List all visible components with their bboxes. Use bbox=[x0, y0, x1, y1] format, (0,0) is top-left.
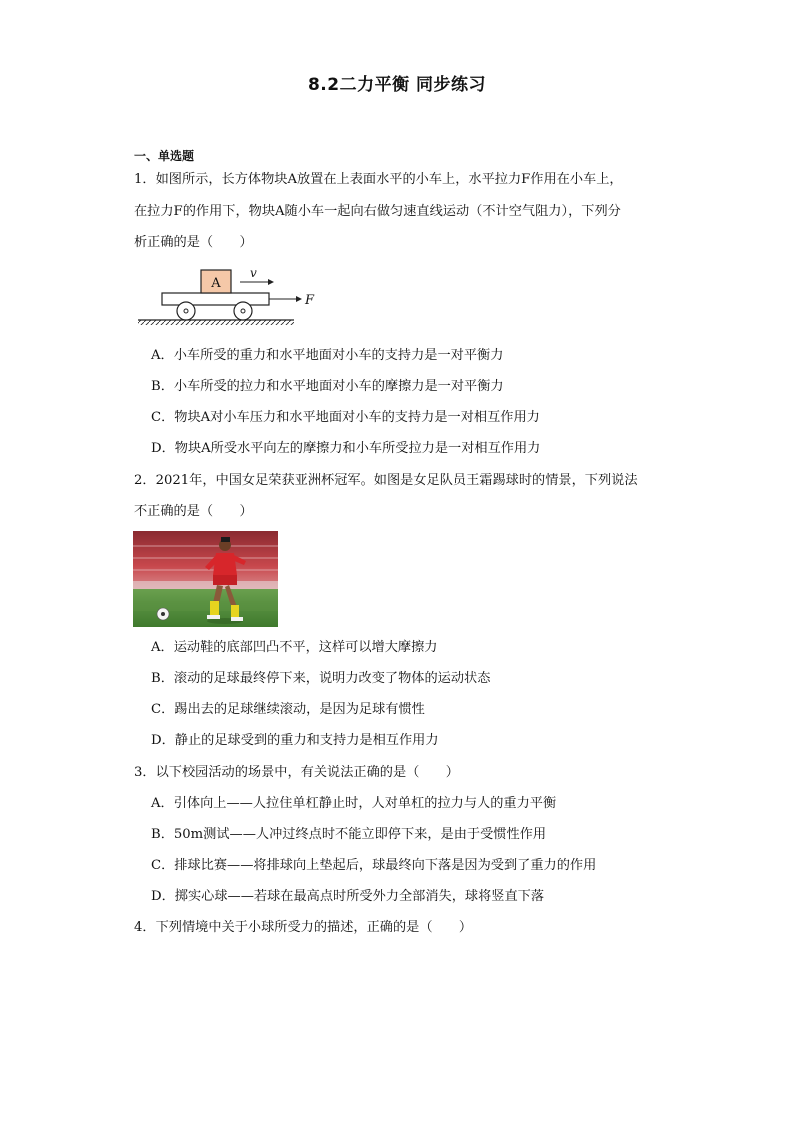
cart-body bbox=[162, 293, 269, 305]
q2-option-c[interactable]: C．踢出去的足球继续滚动，是因为足球有惯性 bbox=[151, 702, 425, 717]
q2-stem-line-2: 不正确的是（ ） bbox=[134, 504, 253, 519]
football-player-photo bbox=[133, 531, 278, 627]
q1-stem-line-3: 析正确的是（ ） bbox=[134, 235, 253, 250]
q2-option-b[interactable]: B．滚动的足球最终停下来，说明力改变了物体的运动状态 bbox=[151, 671, 491, 686]
section-heading: 一、单选题 bbox=[134, 149, 195, 163]
q2-stem-line-1: 2．2021年，中国女足荣获亚洲杯冠军。如图是女足队员王霜踢球时的情景，下列说法 bbox=[134, 473, 638, 488]
q1-option-c[interactable]: C．物块A对小车压力和水平地面对小车的支持力是一对相互作用力 bbox=[151, 410, 540, 425]
q4-stem-line-1: 4．下列情境中关于小球所受力的描述，正确的是（ ） bbox=[134, 920, 473, 935]
cart-wheel-left bbox=[177, 302, 195, 320]
q3-option-a[interactable]: A．引体向上——人拉住单杠静止时，人对单杠的拉力与人的重力平衡 bbox=[151, 796, 557, 811]
q3-stem-line-1: 3．以下校园活动的场景中，有关说法正确的是（ ） bbox=[134, 765, 459, 780]
cart-wheel-right bbox=[234, 302, 252, 320]
q1-option-a[interactable]: A．小车所受的重力和水平地面对小车的支持力是一对平衡力 bbox=[151, 348, 504, 363]
q1-stem-line-2: 在拉力F的作用下，物块A随小车一起向右做匀速直线运动（不计空气阻力），下列分 bbox=[134, 204, 621, 219]
q1-option-d[interactable]: D．物块A所受水平向左的摩擦力和小车所受拉力是一对相互作用力 bbox=[151, 441, 541, 456]
q3-option-c[interactable]: C．排球比赛——将排球向上垫起后，球最终向下落是因为受到了重力的作用 bbox=[151, 858, 597, 873]
q2-option-a[interactable]: A．运动鞋的底部凹凸不平，这样可以增大摩擦力 bbox=[151, 640, 438, 655]
cart-diagram bbox=[134, 262, 324, 332]
block-a-label: A bbox=[211, 276, 221, 291]
page-title: 8.2二力平衡 同步练习 bbox=[307, 75, 487, 95]
q3-option-b[interactable]: B．50m测试——人冲过终点时不能立即停下来，是由于受惯性作用 bbox=[151, 827, 547, 842]
force-label: F bbox=[305, 293, 315, 308]
q1-stem-line-1: 1．如图所示，长方体物块A放置在上表面水平的小车上，水平拉力F作用在小车上， bbox=[134, 172, 623, 187]
ground-hatch bbox=[138, 320, 294, 325]
velocity-label: v bbox=[250, 266, 257, 280]
q1-option-b[interactable]: B．小车所受的拉力和水平地面对小车的摩擦力是一对平衡力 bbox=[151, 379, 504, 394]
q2-option-d[interactable]: D．静止的足球受到的重力和支持力是相互作用力 bbox=[151, 733, 439, 748]
q3-option-d[interactable]: D．掷实心球——若球在最高点时所受外力全部消失，球将竖直下落 bbox=[151, 889, 545, 904]
